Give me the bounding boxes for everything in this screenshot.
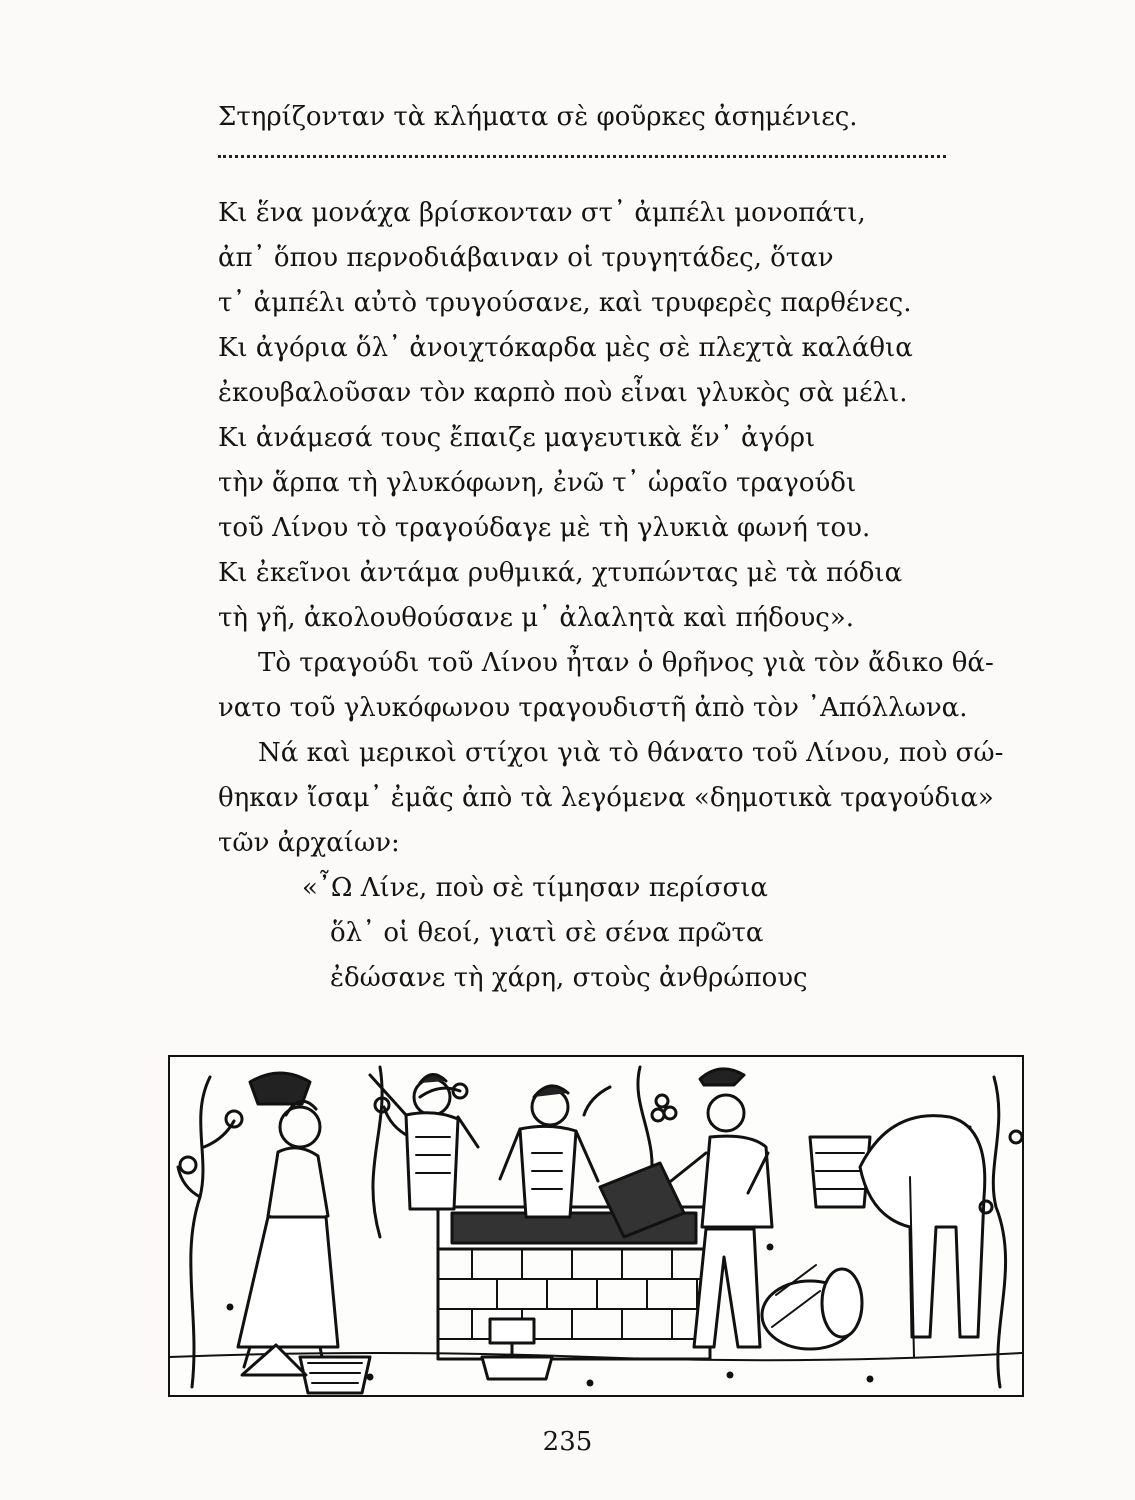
verse-line: Κι ἀνάμεσά τους ἔπαιζε μαγευτικὰ ἕν᾽ ἀγόρι	[218, 423, 816, 453]
quote-line: ἐδώσανε τὴ χάρη, στοὺς ἀνθρώπους	[330, 963, 808, 993]
verse-line: Στηρίζονταν τὰ κλήματα σὲ φοῦρκες ἀσημένιες.	[218, 102, 858, 132]
page-number: 235	[542, 1427, 593, 1457]
prose-line: θηκαν ἴσαμ᾽ ἐμᾶς ἀπὸ τὰ λεγόμενα «δημοτικὰ τραγούδια»	[218, 783, 994, 813]
prose-line: Τὸ τραγούδι τοῦ Λίνου ἦταν ὁ θρῆνος γιὰ τὸν ἄδικο θά-	[258, 648, 994, 678]
verse-line: ἐκουβαλοῦσαν τὸν καρπὸ ποὺ εἶναι γλυκὸς σὰ μέλι.	[218, 378, 908, 408]
quote-line: ὅλ᾽ οἱ θεοί, γιατὶ σὲ σένα πρῶτα	[330, 918, 764, 948]
ellipsis-divider	[218, 155, 946, 158]
prose-line: νατο τοῦ γλυκόφωνου τραγουδιστῆ ἀπὸ τὸν ᾽Απόλλωνα.	[218, 693, 968, 723]
prose-line: Νά καὶ μερικοὶ στίχοι γιὰ τὸ θάνατο τοῦ Λίνου, ποὺ σώ-	[258, 738, 1004, 768]
verse-line: τ᾽ ἀμπέλι αὐτὸ τρυγούσανε, καὶ τρυφερὲς παρθένες.	[218, 288, 912, 318]
verse-line: τὴ γῆ, ἀκολουθούσανε μ᾽ ἀλαλητὰ καὶ πήδους».	[218, 603, 855, 633]
illustration-graphic	[170, 1057, 1022, 1395]
verse-line: τοῦ Λίνου τὸ τραγούδαγε μὲ τὴ γλυκιὰ φωνή του.	[218, 513, 871, 543]
verse-line: Κι ἐκεῖνοι ἀντάμα ρυθμικά, χτυπώντας μὲ τὰ πόδια	[218, 558, 903, 588]
quote-line: «῏Ω Λίνε, ποὺ σὲ τίμησαν περίσσια	[302, 873, 768, 903]
verse-line: Κι ἀγόρια ὅλ᾽ ἀνοιχτόκαρδα μὲς σὲ πλεχτὰ καλάθια	[218, 333, 913, 363]
verse-line: ἀπ᾽ ὅπου περνοδιάβαιναν οἱ τρυγητάδες, ὅταν	[218, 243, 834, 273]
prose-line: τῶν ἀρχαίων:	[218, 828, 400, 858]
verse-line: Κι ἕνα μονάχα βρίσκονταν στ᾽ ἀμπέλι μονοπάτι,	[218, 198, 866, 228]
grape-harvest-woodcut	[168, 1055, 1024, 1397]
verse-line: τὴν ἅρπα τὴ γλυκόφωνη, ἐνῶ τ᾽ ὡραῖο τραγούδι	[218, 468, 857, 498]
